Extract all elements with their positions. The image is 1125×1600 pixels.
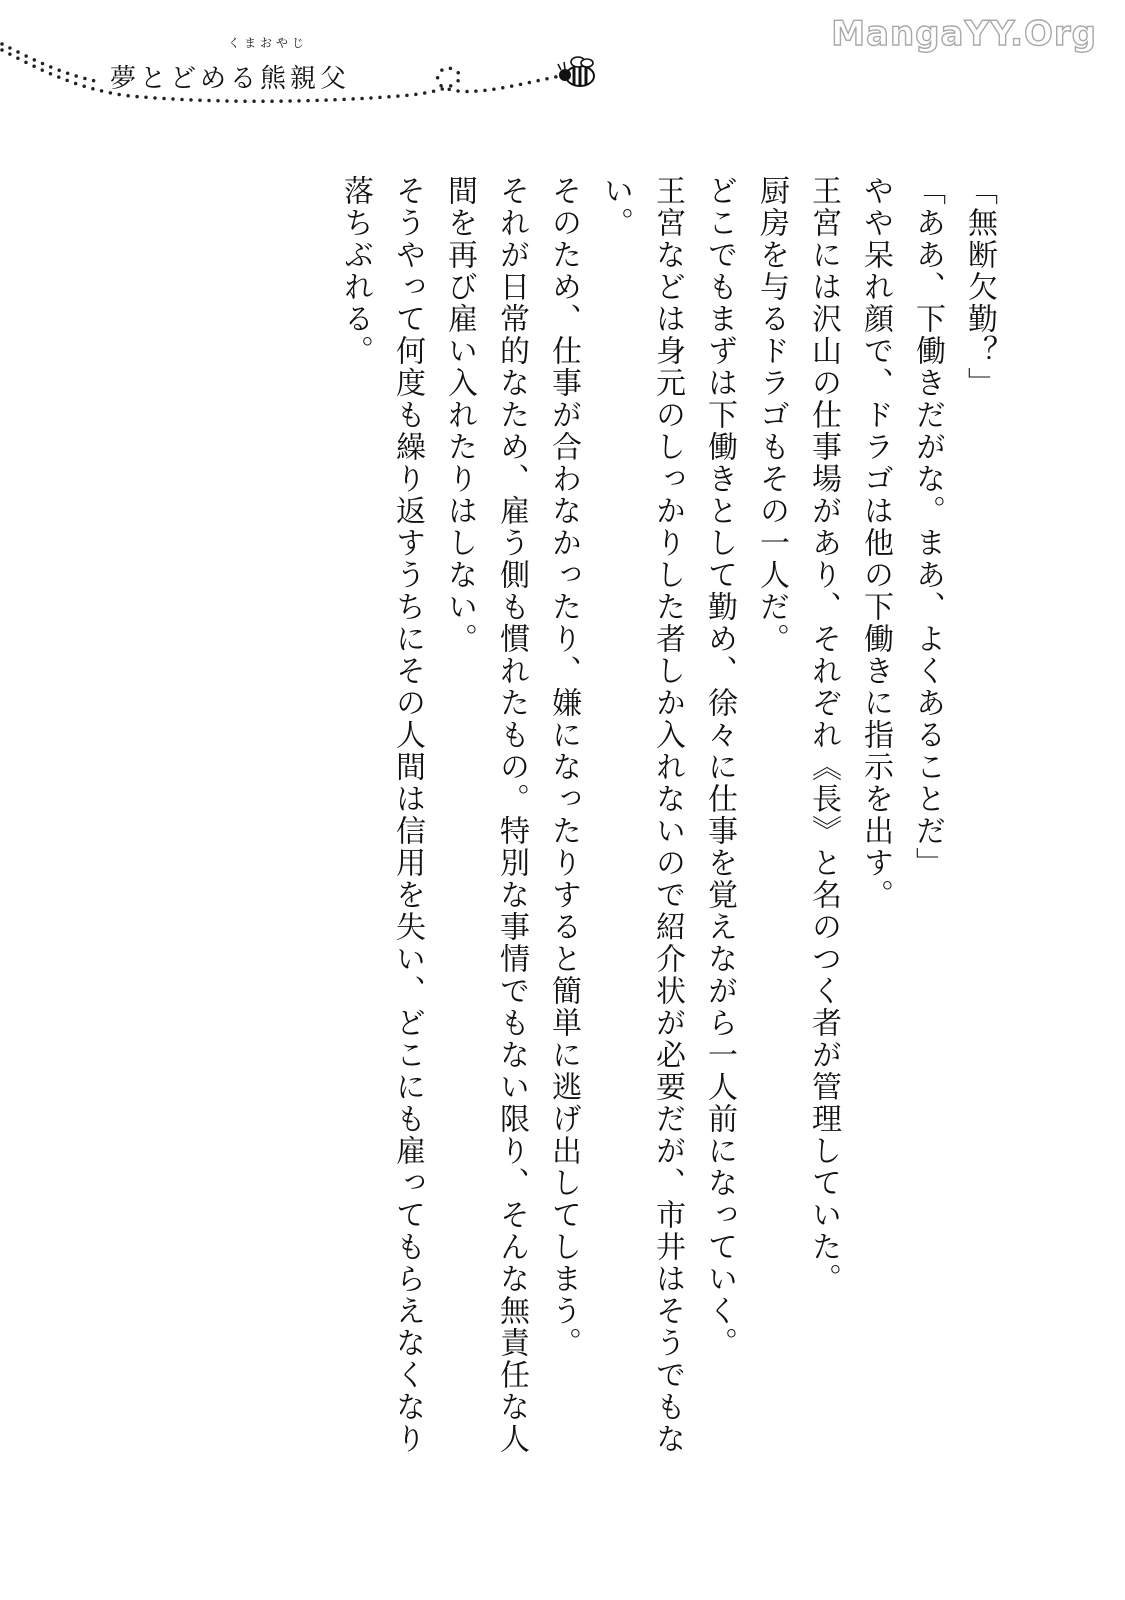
bee-icon xyxy=(556,56,598,92)
title-ruby: くまおやじ xyxy=(228,36,309,50)
text-line: やや呆れ顔で、ドラゴは他の下働きに指示を出す。 xyxy=(858,175,893,911)
text-line: 王宮には沢山の仕事場があり、それぞれ《長》と名のつく者が管理していた。 xyxy=(806,175,841,1295)
text-line: 厨房を与るドラゴもその一人だ。 xyxy=(754,175,789,655)
text-line: 王宮などは身元のしっかりした者しか入れないので紹介状が必要だが、市井はそうでもな xyxy=(650,175,685,1455)
body-text xyxy=(329,175,1005,1495)
text-line: 間を再び雇い入れたりはしない。 xyxy=(442,175,477,655)
watermark-logo: MangaYY.Org xyxy=(831,14,1097,54)
text-line: 「ああ、下働きだがな。まあ、よくあることだ」 xyxy=(910,175,945,879)
text-line: そうやって何度も繰り返すうちにその人間は信用を失い、どこにも雇ってもらえなくなり xyxy=(390,175,425,1455)
running-header-title: 夢とどめる熊親父 xyxy=(110,64,351,94)
text-line: 「無断欠勤？」 xyxy=(962,175,997,399)
text-line: い。 xyxy=(598,175,633,239)
text-line: それが日常的なため、雇う側も慣れたもの。特別な事情でもない限り、そんな無責任な人 xyxy=(494,175,529,1455)
text-line: 落ちぶれる。 xyxy=(338,175,373,367)
text-line: どこでもまずは下働きとして勤め、徐々に仕事を覚えながら一人前になっていく。 xyxy=(702,175,737,1359)
text-line: そのため、仕事が合わなかったり、嫌になったりすると簡単に逃げ出してしまう。 xyxy=(546,175,581,1359)
